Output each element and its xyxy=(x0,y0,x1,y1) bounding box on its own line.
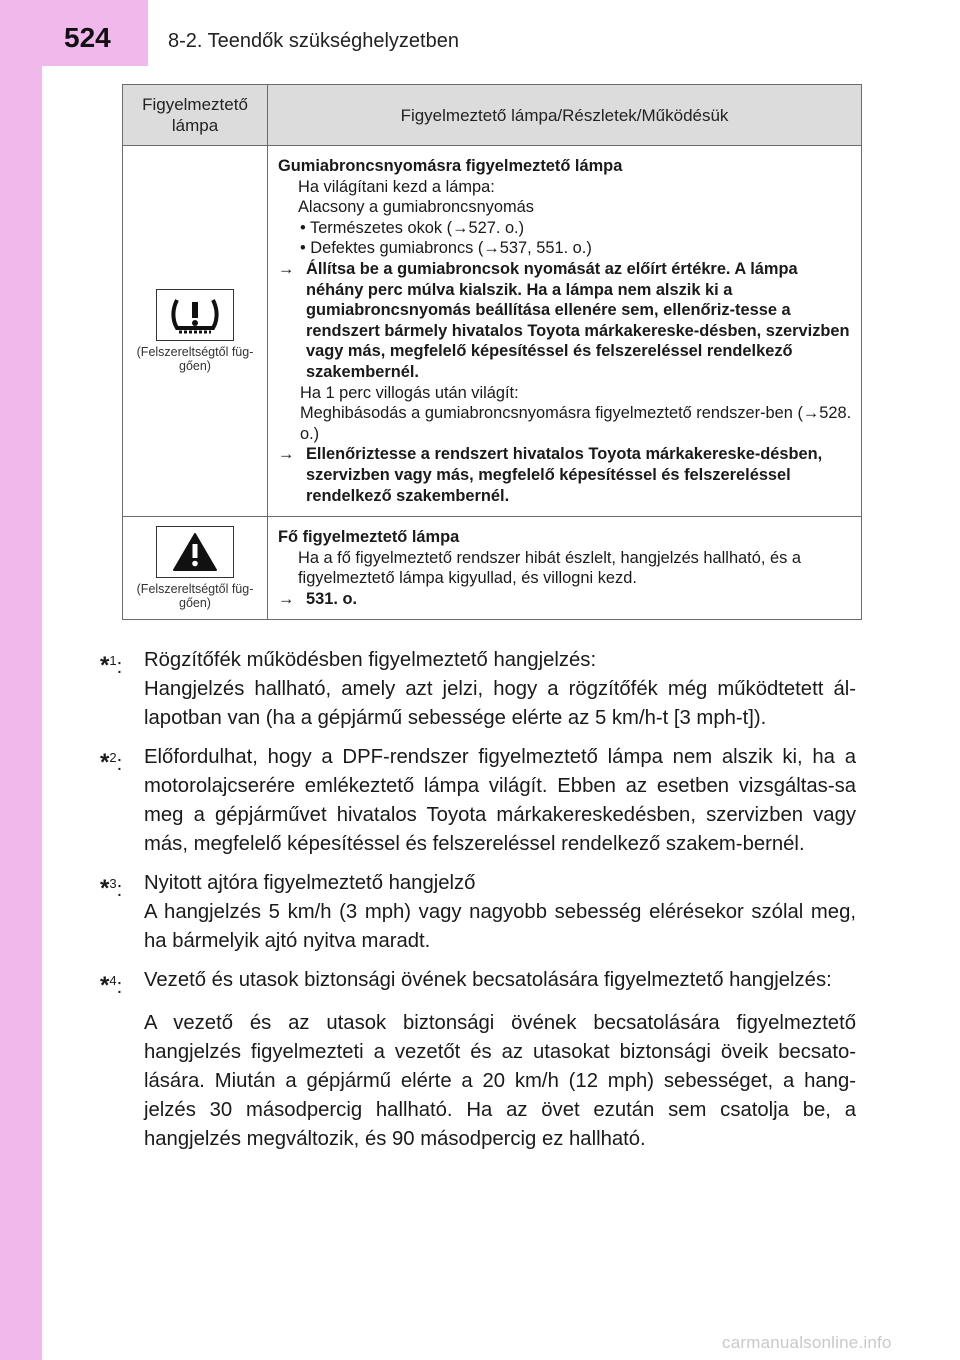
footnote-heading: Vezető és utasok biztonsági övének becsatolására figyelmeztető hangjelzés: xyxy=(144,969,832,991)
detail-line: Ha 1 perc villogás után világít: xyxy=(300,383,519,402)
footnote-heading: Rögzítőfék működésben figyelmeztető hangjelzés: xyxy=(144,649,597,671)
table-header-row xyxy=(123,85,862,146)
footnote-heading: Nyitott ajtóra figyelmeztető hangjelző xyxy=(144,872,476,894)
section-title: 8-2. Teendők szükséghelyzetben xyxy=(168,30,459,52)
availability-note: (Felszereltségtől füg-gően) xyxy=(136,582,254,611)
table-row xyxy=(123,146,862,517)
footnote xyxy=(100,743,856,859)
footnote xyxy=(100,646,856,733)
table-row xyxy=(123,517,862,620)
footnote-mark: *$^4$: xyxy=(100,971,123,999)
detail-line: Meghibásodás a gumiabroncsnyomásra figyelmeztető rendszer-ben (→528. o.) xyxy=(300,404,852,443)
footnote xyxy=(100,966,856,1154)
watermark: carmanualsonline.info xyxy=(722,1333,892,1352)
side-tab-band xyxy=(0,0,42,1360)
arrow-icon: → xyxy=(278,589,295,608)
footnote xyxy=(100,869,856,956)
tire-pressure-warning-icon xyxy=(156,289,234,341)
footnote-text: A hangjelzés 5 km/h (3 mph) vagy nagyobb sebesség elérésekor szólal meg, ha bármelyik ajtó nyitva maradt. xyxy=(144,901,856,952)
detail-bullet: • Természetes okok (→527. o.) xyxy=(300,218,525,237)
lamp-icon-cell xyxy=(123,517,268,620)
footnote-mark: *$^3$: xyxy=(100,874,123,902)
footnote-mark: *$^1$: xyxy=(100,651,123,679)
lamp-detail-cell xyxy=(268,146,862,517)
footnote-text: Előfordulhat, hogy a DPF-rendszer figyelmeztető lámpa nem alszik ki, ha a motorolajcserére emlékeztető lámpa világít. Ebben az esetben vizsgáltas-sa meg a gépjárművet hivatalos Toyota márkakereskedésben, szervizben vagy más, megfelelő képesítéssel és felszereléssel rendelkező szakem-bernél. xyxy=(144,746,856,855)
action-text: Állítsa be a gumiabroncsok nyomását az előírt értékre. A lámpa néhány perc múlva kialszik. Ha a lámpa nem alszik ki a gumiabroncsnyomás beállítása ellenére sem, ellenőriz-tesse a rendszert bármely hivatalos Toyota márkakereske-désben, szervizben vagy más, megfelelő képesítéssel és felszereléssel rendelkező szakembernél. xyxy=(306,259,850,381)
footnote-text: Hangjelzés hallható, amely azt jelzi, hogy a rögzítőfék még működtetett ál-lapotban van (ha a gépjármű sebessége elérte az 5 km/h-t [3 mph-t]). xyxy=(144,678,856,729)
availability-note: (Felszereltségtől füg-gően) xyxy=(136,345,254,374)
action-line xyxy=(278,589,853,610)
detail-line: Alacsony a gumiabroncsnyomás xyxy=(298,198,534,217)
footnotes xyxy=(100,646,856,1164)
arrow-icon: → xyxy=(278,259,295,278)
detail-line: Ha világítani kezd a lámpa: xyxy=(298,177,495,196)
action-text: Ellenőriztesse a rendszert hivatalos Toyota márkakereske-désben, szervizben vagy más, megfelelő képesítéssel és felszereléssel rendelkező szakembernél. xyxy=(306,445,823,505)
warning-lamp-table xyxy=(122,84,862,620)
lamp-icon-cell xyxy=(123,146,268,517)
arrow-icon: → xyxy=(278,445,295,464)
action-line xyxy=(278,259,853,383)
detail-text: Ha a fő figyelmeztető rendszer hibát észlelt, hangjelzés hallható, és a figyelmeztető lámpa kigyullad, és villogni kezd. xyxy=(298,548,801,588)
column-header-details: Figyelmeztető lámpa/Részletek/Működésük xyxy=(268,85,862,146)
lamp-title: Fő figyelmeztető lámpa xyxy=(278,528,460,547)
footnote-text: A vezető és az utasok biztonsági övének becsatolására figyelmeztető hangjelzés figyelmezteti a vezetőt és az utasokat biztonsági öveik becsato-lására. Miután a gépjármű elérte a 20 km/h (12 mph) sebességet, a hang-jelzés 30 másodpercig hallható. Ha az övet ezután sem csatolja be, a hangjelzés megváltozik, és 90 másodpercig ez hallható. xyxy=(144,1012,856,1150)
page-number: 524 xyxy=(64,22,111,53)
action-text: 531. o. xyxy=(306,589,358,608)
action-line xyxy=(278,444,853,506)
column-header-lamp: Figyelmeztető lámpa xyxy=(123,85,268,146)
lamp-detail-cell xyxy=(268,517,862,620)
footnote-mark: *$^2$: xyxy=(100,748,123,776)
detail-bullet: • Defektes gumiabroncs (→537, 551. o.) xyxy=(300,239,592,258)
master-warning-icon xyxy=(156,526,234,578)
lamp-title: Gumiabroncsnyomásra figyelmeztető lámpa xyxy=(278,157,623,175)
